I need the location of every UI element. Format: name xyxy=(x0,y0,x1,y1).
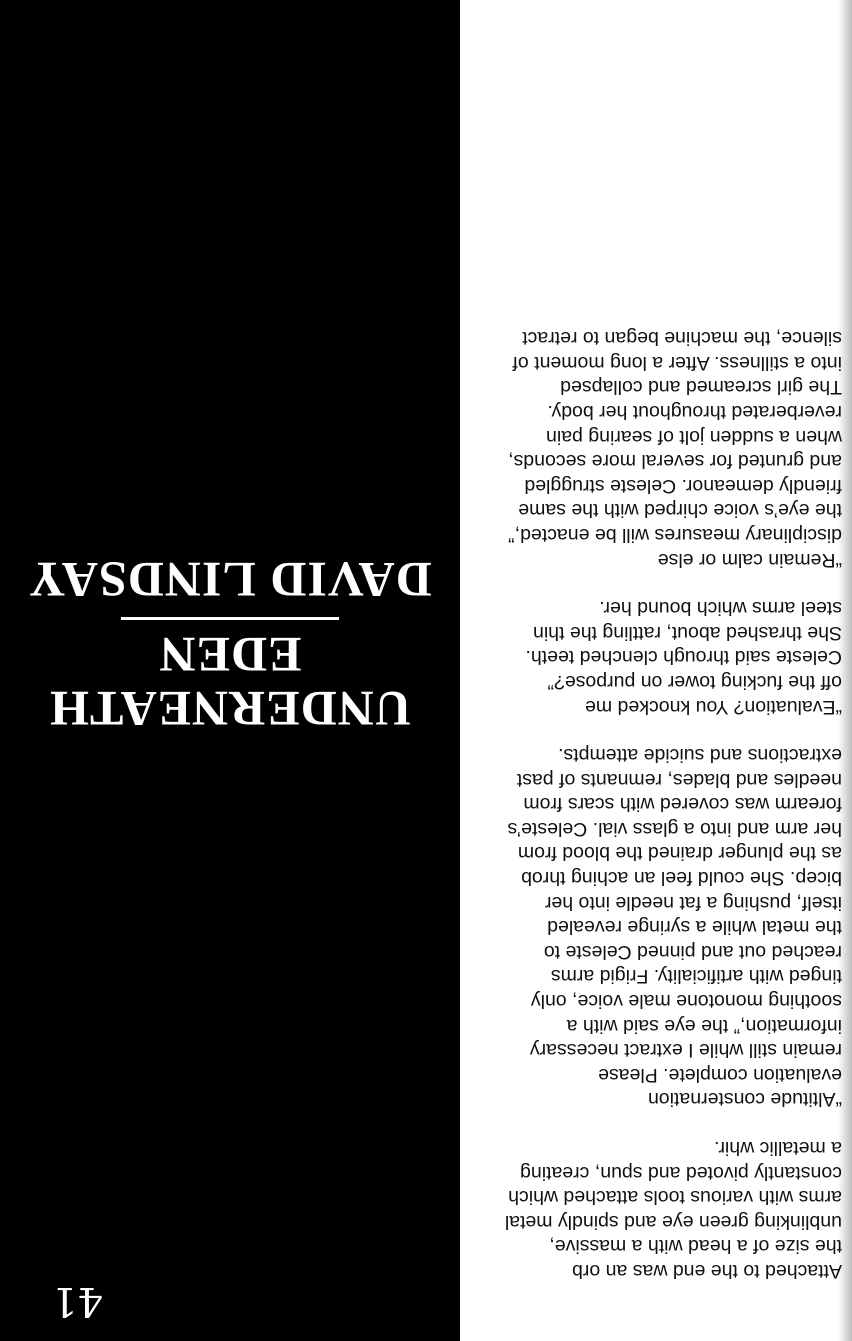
story-body xyxy=(470,302,842,1283)
paragraph-3: “Evaluation? You knocked me off the fucking tower on purpose?” Celeste said through clenched teeth. She thrashed about, rattling the thin steel arms which bound her. xyxy=(525,597,842,718)
paragraph-4: “Remain calm or else disciplinary measures will be enacted,” the eye’s voice chirped with the same friendly demeanor. Celeste struggled and grunted for several more seconds, when a sudden jolt of searing pain reverberated throughout her body. The girl screamed and collapsed into a stillness. After a long moment of silence, the machine began to retract xyxy=(508,327,842,571)
title-divider xyxy=(121,617,339,620)
text-panel xyxy=(460,0,852,1341)
story-title-line-2: EDEN xyxy=(158,627,302,683)
paragraph-2: “Altitude consternation evaluation complete. Please remain still while I extract necessary information,” the eye said with a soothing monotone male voice, only tinged with artificiality. Frigid arms reached out and pinned Celeste to the metal while a syringe revealed itself, pushing a fat needle into her bicep. She could feel an aching throb as the plunger drained the blood from her arm and into a glass vial. Celeste’s forearm was covered with scars from needles and blades, remnants of past extractions and suicide attempts. xyxy=(507,744,842,1111)
author-name: DAVID LINDSAY xyxy=(28,552,432,608)
paragraph-1: Attached to the end was an orb the size of a head with a massive, unblinking green eye and spindly metal arms with various tools attached which constantly pivoted and spun, creating a metallic whir. xyxy=(504,1137,842,1282)
story-title-line-1: UNDERNEATH xyxy=(49,681,411,737)
page-number: 41 xyxy=(52,1278,103,1324)
title-block xyxy=(0,553,460,736)
